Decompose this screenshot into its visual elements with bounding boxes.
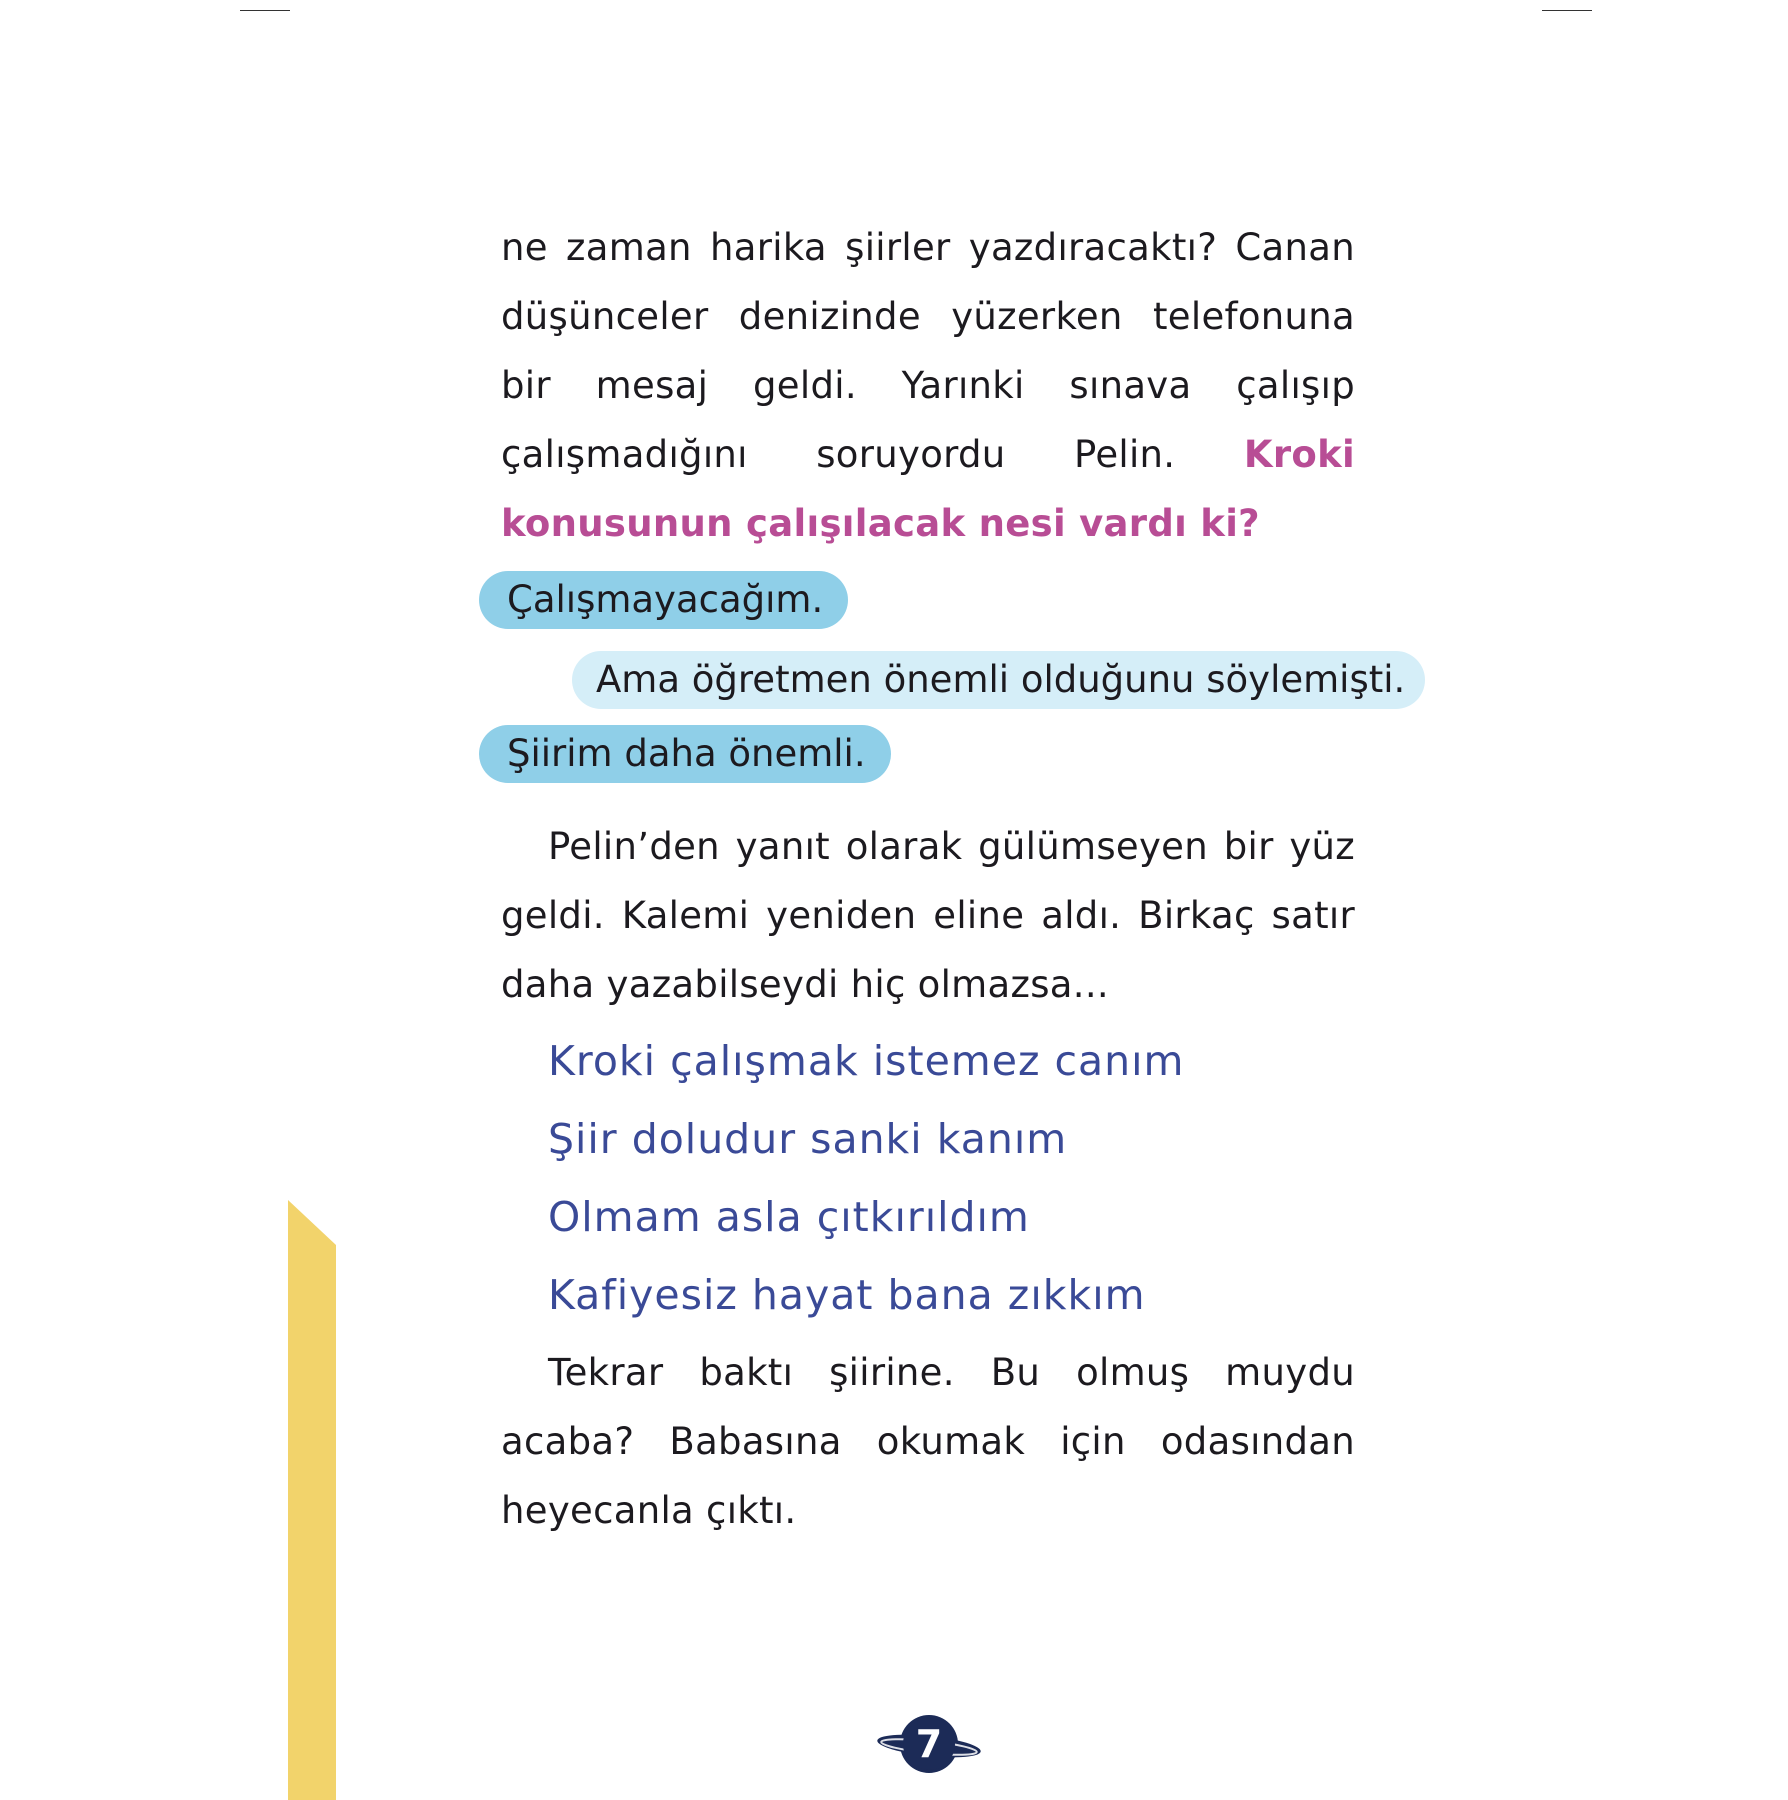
side-color-tab — [288, 1200, 336, 1800]
paragraph-1-body: ne zaman harika şiirler yazdıracaktı? Canan düşünceler denizinde yüzerken telefonuna bir mesaj geldi. Yarınki sınava çalışıp çalışmadığını soruyordu Pelin. — [501, 226, 1355, 476]
page-number: 7 — [915, 1722, 943, 1766]
page-number-badge — [873, 1714, 985, 1776]
poem-line: Kroki çalışmak istemez canım — [548, 1037, 1185, 1085]
paragraph-2-text: Pelin’den yanıt olarak gülümseyen bir yüz geldi. Kalemi yeniden eline aldı. Birkaç satır daha yazabilseydi hiç olmazsa... — [501, 825, 1355, 1006]
dialogue-text: Çalışmayacağım. — [507, 578, 824, 621]
crop-mark-left — [240, 10, 290, 11]
dialogue-bubble-canan-2 — [479, 725, 891, 783]
poem-line: Olmam asla çıtkırıldım — [548, 1193, 1030, 1241]
crop-mark-right — [1542, 10, 1592, 11]
paragraph-1-highlight: Kroki konusunun çalışılacak nesi vardı ki? — [501, 433, 1355, 545]
paragraph-3-text: Tekrar baktı şiirine. Bu olmuş muydu acaba? Babasına okumak için odasından heyecanla çıktı. — [501, 1351, 1355, 1532]
paragraph-3 — [501, 1338, 1355, 1545]
poem-line: Şiir doludur sanki kanım — [548, 1115, 1068, 1163]
paragraph-1-text — [501, 213, 1355, 558]
dialogue-text: Ama öğretmen önemli olduğunu söylemişti. — [596, 658, 1406, 701]
poem — [548, 1022, 1185, 1334]
paragraph-2 — [501, 812, 1355, 1019]
paragraph-1 — [501, 213, 1355, 558]
dialogue-bubble-pelin — [572, 651, 1425, 709]
poem-line: Kafiyesiz hayat bana zıkkım — [548, 1271, 1146, 1319]
dialogue-text: Şiirim daha önemli. — [507, 732, 866, 775]
dialogue-bubble-canan-1 — [479, 571, 848, 629]
